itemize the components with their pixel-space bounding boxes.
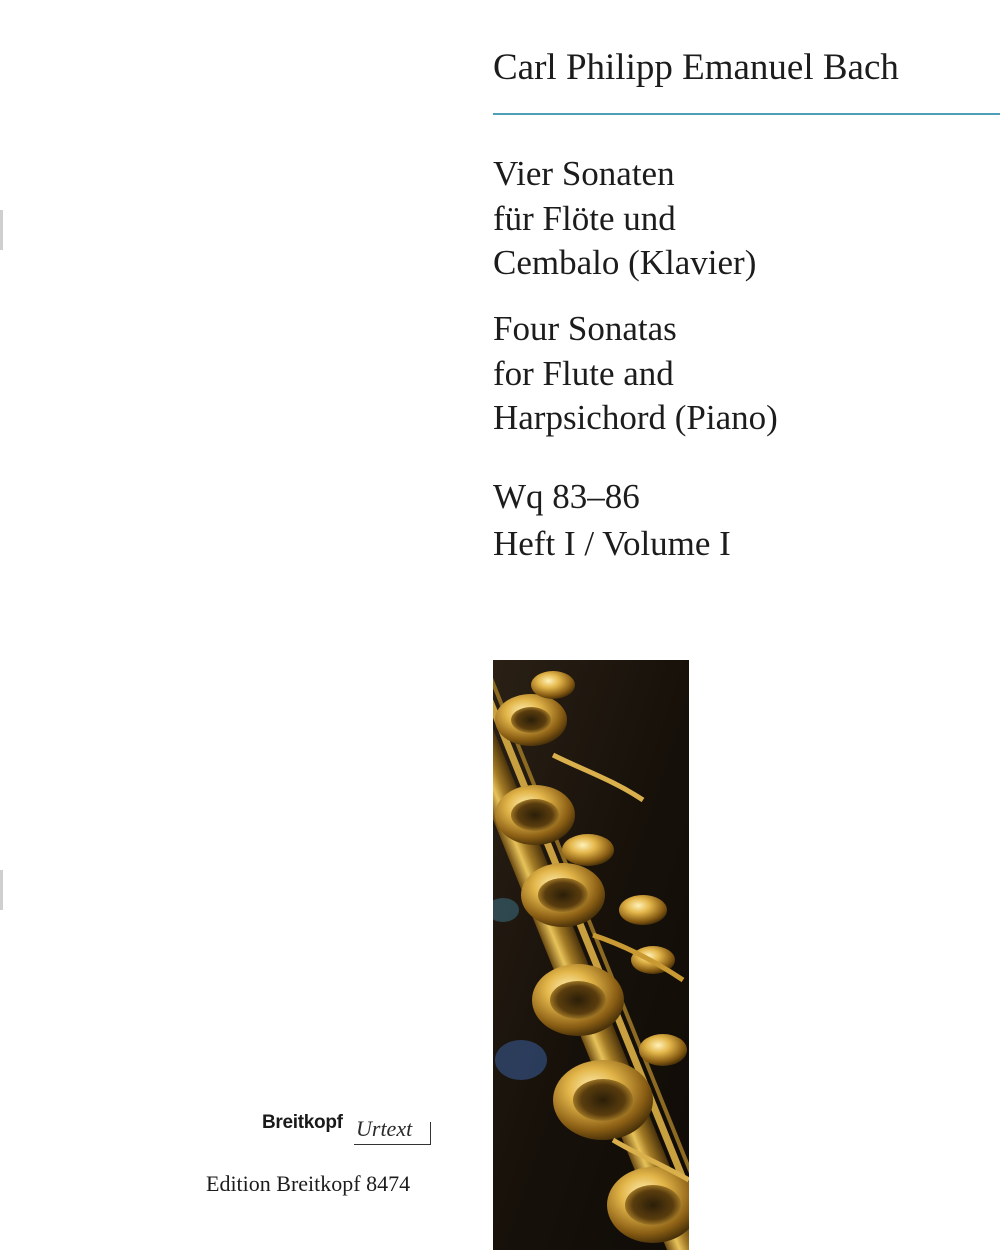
title-german-line: für Flöte und — [493, 198, 676, 238]
title-german-line: Cembalo (Klavier) — [493, 243, 757, 282]
edge-mark — [0, 210, 3, 250]
title-german — [493, 152, 756, 286]
volume-label: Heft I / Volume I — [493, 524, 731, 563]
urtext-frame — [354, 1144, 430, 1145]
catalogue-block — [493, 473, 731, 567]
title-rule — [493, 113, 1000, 115]
publisher-series: Urtext — [356, 1116, 413, 1141]
title-english — [493, 307, 778, 441]
catalogue-number: Wq 83–86 — [493, 477, 640, 516]
edge-mark — [0, 870, 3, 910]
title-english-line: for Flute and — [493, 353, 674, 393]
publisher-brand: Breitkopf — [262, 1112, 343, 1133]
urtext-frame — [430, 1122, 431, 1145]
title-german-line: Vier Sonaten — [493, 154, 675, 193]
edition-number: Edition Breitkopf 8474 — [206, 1171, 411, 1196]
title-english-line: Four Sonatas — [493, 309, 677, 348]
title-english-line: Harpsichord (Piano) — [493, 398, 778, 437]
composer-name: Carl Philipp Emanuel Bach — [493, 47, 899, 88]
publisher-logo — [262, 1108, 432, 1148]
gold-flute-keys-photo — [493, 660, 689, 1250]
